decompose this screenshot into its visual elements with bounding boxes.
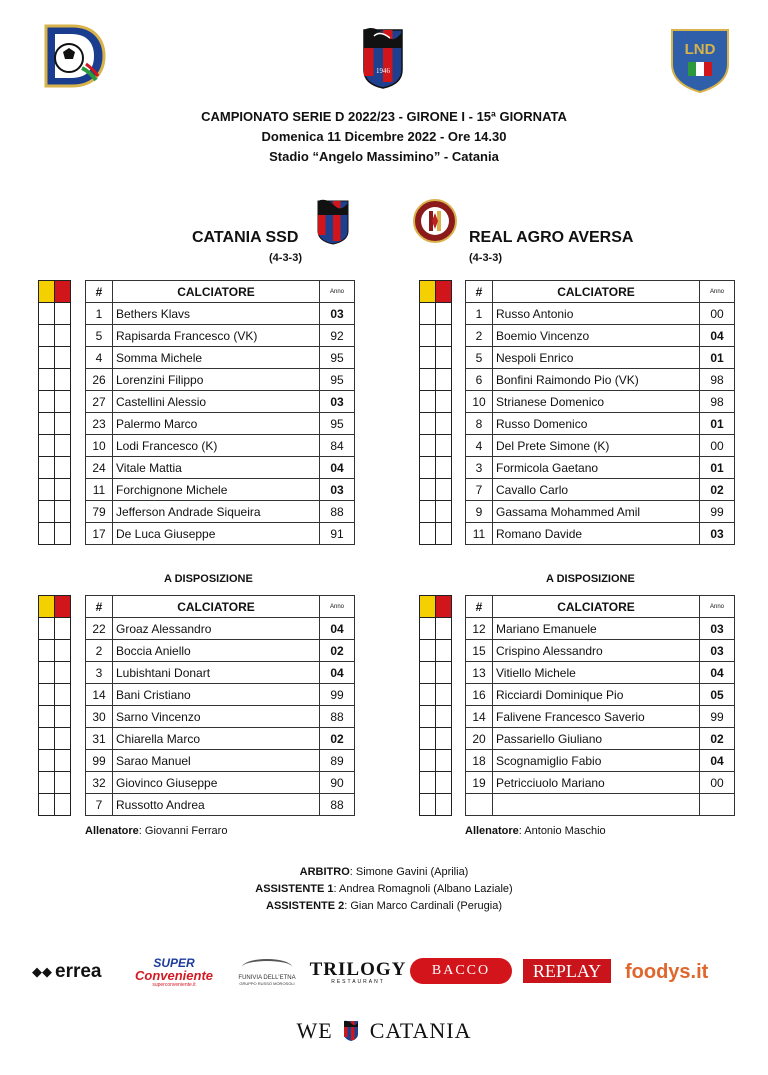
- player-name: Nespoli Enrico: [493, 347, 700, 369]
- col-player: CALCIATORE: [493, 596, 700, 618]
- player-name: Bethers Klavs: [113, 303, 320, 325]
- real-agro-aversa-crest: [413, 197, 457, 245]
- player-number: 8: [466, 413, 493, 435]
- player-number: 12: [466, 618, 493, 640]
- player-row: [86, 325, 355, 347]
- player-name: Vitiello Michele: [493, 662, 700, 684]
- player-row: [86, 369, 355, 391]
- player-name: Del Prete Simone (K): [493, 435, 700, 457]
- trilogy-subtext: RESTAURANT: [331, 978, 385, 985]
- player-row: [86, 662, 355, 684]
- player-number: 23: [86, 413, 113, 435]
- player-year: 95: [320, 369, 355, 391]
- player-year: 01: [700, 413, 735, 435]
- sponsor-bacco: [410, 958, 512, 984]
- player-row: [86, 479, 355, 501]
- player-year: 98: [700, 369, 735, 391]
- player-row: [86, 684, 355, 706]
- player-name: Lubishtani Donart: [113, 662, 320, 684]
- player-row: [86, 750, 355, 772]
- player-number: 31: [86, 728, 113, 750]
- home-subs-title: A DISPOSIZIONE: [164, 573, 253, 585]
- player-year: 03: [320, 391, 355, 413]
- player-number: 2: [466, 325, 493, 347]
- player-name: Russotto Andrea: [113, 794, 320, 816]
- home-coach: [85, 825, 227, 837]
- player-year: 02: [700, 479, 735, 501]
- player-year: 01: [700, 347, 735, 369]
- player-row: [466, 772, 735, 794]
- player-row: [466, 662, 735, 684]
- brand-we: WE: [296, 1018, 333, 1043]
- away-starters-cards: [419, 280, 452, 545]
- player-number: 22: [86, 618, 113, 640]
- assistant-2: [0, 900, 768, 912]
- player-row: [86, 728, 355, 750]
- coach-label: Allenatore: [85, 825, 139, 837]
- home-team-name: CATANIA SSD: [192, 229, 299, 246]
- player-year: 00: [700, 435, 735, 457]
- player-year: 98: [700, 391, 735, 413]
- player-name: Bonfini Raimondo Pio (VK): [493, 369, 700, 391]
- player-name: Boemio Vincenzo: [493, 325, 700, 347]
- player-row: [86, 618, 355, 640]
- player-number: 10: [86, 435, 113, 457]
- player-number: 14: [466, 706, 493, 728]
- player-row: [466, 523, 735, 545]
- player-row: [466, 501, 735, 523]
- lnd-text: LND: [684, 41, 716, 58]
- player-name: Falivene Francesco Saverio: [493, 706, 700, 728]
- match-date: Domenica 11 Dicembre 2022 - Ore 14.30: [261, 129, 507, 144]
- sponsor-errea: [32, 955, 102, 989]
- player-year: 88: [320, 501, 355, 523]
- player-number: 9: [466, 501, 493, 523]
- player-year: 92: [320, 325, 355, 347]
- home-starters-table: [85, 280, 355, 545]
- super-text: SUPER: [153, 955, 195, 970]
- player-number: 15: [466, 640, 493, 662]
- small-crest-icon: [343, 1020, 359, 1042]
- we-catania-brand: [0, 1018, 768, 1044]
- col-player: CALCIATORE: [113, 596, 320, 618]
- player-row: [466, 347, 735, 369]
- player-year: 99: [700, 501, 735, 523]
- player-name: Bani Cristiano: [113, 684, 320, 706]
- player-year: 91: [320, 523, 355, 545]
- player-row: [466, 684, 735, 706]
- assistant-1-name: : Andrea Romagnoli (Albano Laziale): [333, 883, 513, 895]
- player-name: Romano Davide: [493, 523, 700, 545]
- player-year: 02: [320, 728, 355, 750]
- referee-label: ARBITRO: [299, 866, 350, 878]
- player-name: Cavallo Carlo: [493, 479, 700, 501]
- player-number: 11: [86, 479, 113, 501]
- player-year: 00: [700, 772, 735, 794]
- player-number: 1: [86, 303, 113, 325]
- player-name: Mariano Emanuele: [493, 618, 700, 640]
- player-row: [86, 303, 355, 325]
- player-year: 89: [320, 750, 355, 772]
- away-subs-cards: [419, 595, 452, 816]
- coach-label: Allenatore: [465, 825, 519, 837]
- player-year: 99: [320, 684, 355, 706]
- player-row: [86, 794, 355, 816]
- lnd-logo: [668, 24, 732, 94]
- player-name: Passariello Giuliano: [493, 728, 700, 750]
- championship-title: CAMPIONATO SERIE D 2022/23 - GIRONE I - 15ª GIORNATA: [201, 109, 567, 124]
- player-number: 99: [86, 750, 113, 772]
- player-number: 18: [466, 750, 493, 772]
- catania-team-crest: [316, 199, 350, 245]
- player-number: 27: [86, 391, 113, 413]
- player-number: 7: [86, 794, 113, 816]
- player-year: 02: [700, 728, 735, 750]
- col-year: Anno: [320, 281, 355, 303]
- player-number: 1: [466, 303, 493, 325]
- player-name: Lorenzini Filippo: [113, 369, 320, 391]
- player-name: Russo Domenico: [493, 413, 700, 435]
- player-year: 00: [700, 303, 735, 325]
- col-year: Anno: [320, 596, 355, 618]
- funivia-text: FUNIVIA DELL'ETNA: [238, 974, 296, 981]
- player-row: [86, 523, 355, 545]
- player-name: Lodi Francesco (K): [113, 435, 320, 457]
- player-number: 32: [86, 772, 113, 794]
- player-year: 03: [700, 640, 735, 662]
- player-row: [86, 435, 355, 457]
- player-year: 04: [320, 618, 355, 640]
- player-year: 95: [320, 413, 355, 435]
- player-row: [466, 750, 735, 772]
- player-year: 84: [320, 435, 355, 457]
- player-year: 90: [320, 772, 355, 794]
- player-year: 04: [320, 662, 355, 684]
- catania-crest-logo: [360, 26, 406, 90]
- player-number: 4: [466, 435, 493, 457]
- sponsor-superconveniente: [130, 955, 218, 989]
- assistant-2-label: ASSISTENTE 2: [266, 900, 345, 912]
- player-row: [466, 794, 735, 816]
- player-number: 20: [466, 728, 493, 750]
- player-number: 7: [466, 479, 493, 501]
- conveniente-text: Conveniente: [134, 967, 213, 983]
- away-team-name: REAL AGRO AVERSA: [469, 229, 634, 246]
- brand-catania: CATANIA: [369, 1018, 472, 1043]
- funivia-subtext: GRUPPO RUSSO MOROSOLI: [239, 980, 295, 986]
- player-number: 26: [86, 369, 113, 391]
- player-year: [700, 794, 735, 816]
- player-number: 4: [86, 347, 113, 369]
- assistant-1: [0, 883, 768, 895]
- player-number: 10: [466, 391, 493, 413]
- player-name: Rapisarda Francesco (VK): [113, 325, 320, 347]
- errea-diamond-icon: ◆◆: [32, 964, 52, 979]
- stadium: Stadio “Angelo Massimino” - Catania: [269, 149, 499, 164]
- player-name: Sarao Manuel: [113, 750, 320, 772]
- player-row: [466, 479, 735, 501]
- col-player: CALCIATORE: [113, 281, 320, 303]
- player-row: [466, 457, 735, 479]
- home-subs-table: [85, 595, 355, 816]
- player-name: Vitale Mattia: [113, 457, 320, 479]
- player-number: 3: [86, 662, 113, 684]
- player-row: [466, 413, 735, 435]
- crest-year-text: 1946: [376, 67, 390, 75]
- foodys-text: foodys.it: [625, 960, 709, 983]
- sponsor-funivia: [232, 955, 302, 989]
- home-subs-cards: [38, 595, 71, 816]
- player-name: Petricciuolo Mariano: [493, 772, 700, 794]
- replay-text: REPLAY: [532, 960, 602, 981]
- player-row: [86, 413, 355, 435]
- player-name: Formicola Gaetano: [493, 457, 700, 479]
- player-year: 95: [320, 347, 355, 369]
- player-year: 04: [700, 750, 735, 772]
- player-row: [466, 369, 735, 391]
- col-number: #: [86, 596, 113, 618]
- player-name: Scognamiglio Fabio: [493, 750, 700, 772]
- player-name: Ricciardi Dominique Pio: [493, 684, 700, 706]
- home-starters-cards: [38, 280, 71, 545]
- player-year: 03: [700, 523, 735, 545]
- player-name: Russo Antonio: [493, 303, 700, 325]
- player-row: [86, 347, 355, 369]
- away-subs-title: A DISPOSIZIONE: [546, 573, 635, 585]
- col-year: Anno: [700, 596, 735, 618]
- player-row: [86, 501, 355, 523]
- trilogy-text: TRILOGY: [309, 958, 407, 980]
- player-number: 79: [86, 501, 113, 523]
- player-name: De Luca Giuseppe: [113, 523, 320, 545]
- player-number: 5: [86, 325, 113, 347]
- player-year: 04: [700, 662, 735, 684]
- player-name: [493, 794, 700, 816]
- away-starters-table: [465, 280, 735, 545]
- player-number: 24: [86, 457, 113, 479]
- sponsor-replay: [523, 959, 611, 983]
- coach-name: : Antonio Maschio: [518, 825, 606, 837]
- player-row: [86, 457, 355, 479]
- player-name: Castellini Alessio: [113, 391, 320, 413]
- player-name: Somma Michele: [113, 347, 320, 369]
- player-number: 30: [86, 706, 113, 728]
- player-row: [466, 435, 735, 457]
- assistant-1-label: ASSISTENTE 1: [255, 883, 334, 895]
- player-year: 03: [320, 303, 355, 325]
- bacco-text: BACCO: [431, 963, 491, 978]
- player-name: Strianese Domenico: [493, 391, 700, 413]
- player-number: 5: [466, 347, 493, 369]
- player-number: [466, 794, 493, 816]
- assistant-2-name: : Gian Marco Cardinali (Perugia): [344, 900, 502, 912]
- home-formation: (4-3-3): [269, 252, 303, 264]
- player-name: Forchignone Michele: [113, 479, 320, 501]
- col-year: Anno: [700, 281, 735, 303]
- away-subs-table: [465, 595, 735, 816]
- player-name: Giovinco Giuseppe: [113, 772, 320, 794]
- player-row: [86, 772, 355, 794]
- away-formation: (4-3-3): [469, 252, 503, 264]
- player-number: 13: [466, 662, 493, 684]
- player-row: [466, 303, 735, 325]
- player-year: 05: [700, 684, 735, 706]
- player-year: 99: [700, 706, 735, 728]
- sponsor-trilogy: [309, 955, 407, 989]
- player-name: Palermo Marco: [113, 413, 320, 435]
- player-row: [466, 325, 735, 347]
- player-year: 88: [320, 706, 355, 728]
- player-year: 03: [700, 618, 735, 640]
- player-name: Groaz Alessandro: [113, 618, 320, 640]
- player-row: [466, 728, 735, 750]
- col-number: #: [466, 281, 493, 303]
- player-name: Jefferson Andrade Siqueira: [113, 501, 320, 523]
- col-number: #: [86, 281, 113, 303]
- coach-name: : Giovanni Ferraro: [138, 825, 228, 837]
- col-player: CALCIATORE: [493, 281, 700, 303]
- referee: [0, 866, 768, 878]
- player-name: Sarno Vincenzo: [113, 706, 320, 728]
- errea-text: errea: [55, 961, 102, 982]
- player-row: [86, 640, 355, 662]
- player-number: 16: [466, 684, 493, 706]
- player-year: 01: [700, 457, 735, 479]
- player-number: 17: [86, 523, 113, 545]
- player-row: [466, 640, 735, 662]
- player-name: Gassama Mohammed Amil: [493, 501, 700, 523]
- player-row: [86, 391, 355, 413]
- player-name: Crispino Alessandro: [493, 640, 700, 662]
- player-year: 02: [320, 640, 355, 662]
- player-row: [466, 618, 735, 640]
- player-number: 14: [86, 684, 113, 706]
- player-name: Chiarella Marco: [113, 728, 320, 750]
- player-row: [466, 391, 735, 413]
- player-number: 3: [466, 457, 493, 479]
- player-number: 2: [86, 640, 113, 662]
- player-year: 88: [320, 794, 355, 816]
- player-number: 11: [466, 523, 493, 545]
- sponsor-foodys: [625, 955, 708, 989]
- away-coach: [465, 825, 606, 837]
- player-row: [86, 706, 355, 728]
- col-number: #: [466, 596, 493, 618]
- player-number: 19: [466, 772, 493, 794]
- player-number: 6: [466, 369, 493, 391]
- player-year: 03: [320, 479, 355, 501]
- mountain-icon: [242, 959, 292, 975]
- serie-d-logo: [38, 22, 108, 90]
- player-name: Boccia Aniello: [113, 640, 320, 662]
- player-year: 04: [700, 325, 735, 347]
- super-url: superconveniente.it: [152, 981, 196, 988]
- player-year: 04: [320, 457, 355, 479]
- player-row: [466, 706, 735, 728]
- referee-name: : Simone Gavini (Aprilia): [349, 866, 469, 878]
